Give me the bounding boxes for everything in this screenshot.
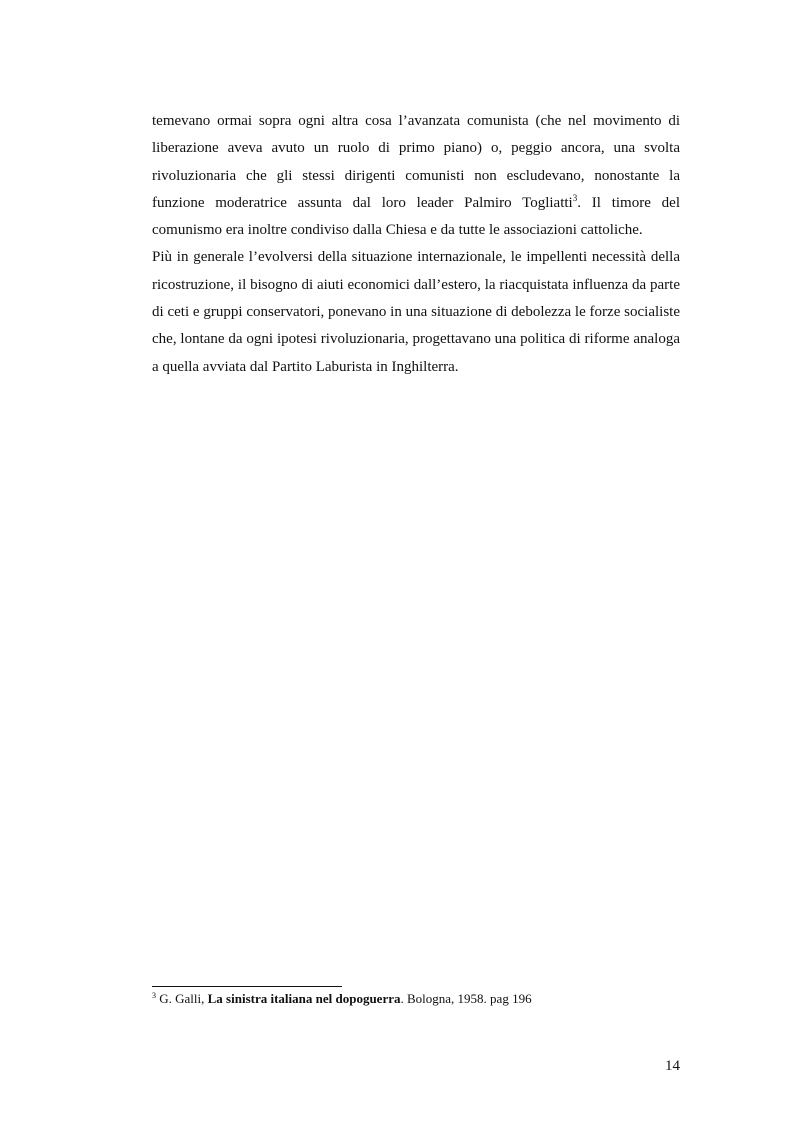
- paragraph: [152, 108, 680, 244]
- footnote-reference: 3: [572, 192, 578, 203]
- paragraph-text: temevano ormai sopra ogni altra cosa l’avanzata comunista (che nel movimento di liberazione aveva avuto un ruolo di primo piano) o, peggio ancora, una svolta rivoluzionaria che gli stessi dirigenti comunisti non escludevano, nonostante la funzione moderatrice assunta dal loro leader Palmiro Togliatti: [152, 113, 680, 211]
- paragraph-text: . Il timore del comunismo era inoltre condiviso dalla Chiesa e da tutte le associazioni cattoliche.: [152, 194, 680, 239]
- footnote-author: G. Galli,: [156, 991, 208, 1006]
- body-text: [152, 108, 680, 381]
- footnote-title: La sinistra italiana nel dopoguerra: [207, 991, 401, 1006]
- footnote-separator: [152, 986, 342, 987]
- paragraph: Più in generale l’evolversi della situazione internazionale, le impellenti necessità della ricostruzione, il bisogno di aiuti economici dall’estero, la riacquistata influenza da parte di ceti e gruppi conservatori, ponevano in una situazione di debolezza le forze socialiste che, lontane da ogni ipotesi rivoluzionaria, progettavano una politica di riforme analoga a quella avviata dal Partito Laburista in Inghilterra.: [152, 249, 680, 375]
- page-number: 14: [665, 1058, 680, 1074]
- footnote: [152, 991, 680, 1007]
- footnote-marker: 3: [152, 991, 156, 1000]
- footnote-details: . Bologna, 1958. pag 196: [400, 991, 532, 1006]
